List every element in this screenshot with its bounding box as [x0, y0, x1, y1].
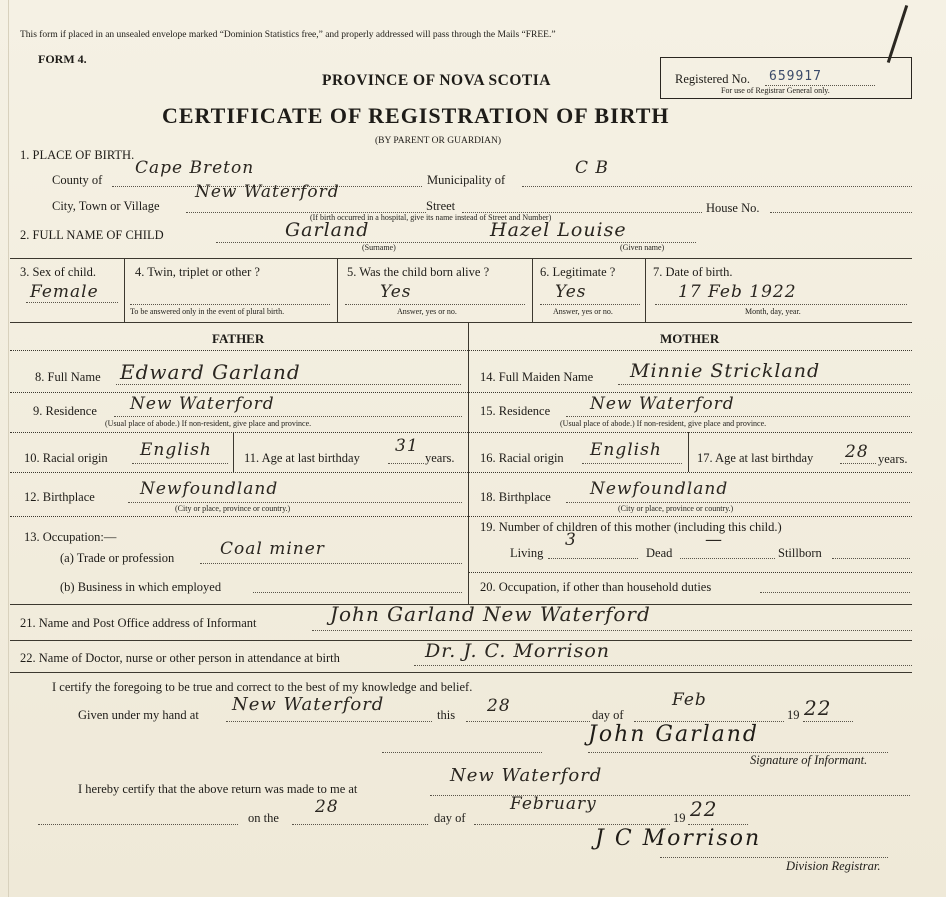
registrar-statement: I hereby certify that the above return was made to me at: [78, 782, 358, 796]
this-label: this: [437, 708, 456, 722]
page-title: CERTIFICATE OF REGISTRATION OF BIRTH: [162, 103, 670, 128]
city-label: City, Town or Village: [52, 199, 160, 213]
child-given-name: Hazel Louise: [490, 219, 627, 241]
municipality-value: C B: [575, 158, 609, 178]
registrar-signature: J C Morrison: [595, 826, 762, 851]
registrar-year-prefix: 19: [673, 811, 686, 825]
registrar-month: February: [510, 794, 597, 814]
informant-value: John Garland New Waterford: [330, 602, 651, 626]
informant-signature: John Garland: [588, 722, 760, 747]
hospital-note: (If birth occurred in a hospital, give its name instead of Street and Number): [310, 213, 552, 222]
day-of-label: day of: [592, 708, 624, 722]
month-value: Feb: [672, 690, 707, 710]
mother-racial-label: 16. Racial origin: [480, 451, 564, 465]
year-prefix: 19: [787, 708, 800, 722]
registrar-place: New Waterford: [450, 765, 603, 786]
mother-age-value: 28: [845, 442, 869, 462]
father-age-label: 11. Age at last birthday: [244, 451, 360, 465]
alive-note: Answer, yes or no.: [397, 307, 457, 316]
mother-birthplace-note: (City or place, province or country.): [618, 504, 734, 513]
form-number: FORM 4.: [38, 52, 87, 66]
dead-value: —: [705, 530, 723, 550]
father-birthplace-value: Newfoundland: [140, 479, 279, 499]
father-residence-label: 9. Residence: [33, 404, 97, 418]
child-name-label: 2. FULL NAME OF CHILD: [20, 228, 164, 242]
mother-birthplace-value: Newfoundland: [590, 479, 729, 499]
registered-number: 659917: [769, 69, 822, 84]
legitimate-note: Answer, yes or no.: [553, 307, 613, 316]
alive-label: 5. Was the child born alive ?: [347, 265, 490, 279]
father-years-label: years.: [425, 451, 455, 465]
legitimate-value: Yes: [555, 282, 587, 302]
father-name-value: Edward Garland: [120, 360, 301, 384]
father-name-label: 8. Full Name: [35, 370, 101, 384]
alive-value: Yes: [380, 282, 412, 302]
father-residence-value: New Waterford: [130, 394, 275, 414]
mother-occupation-label: 20. Occupation, if other than household duties: [480, 580, 712, 594]
father-residence-note: (Usual place of abode.) If non-resident, give place and province.: [105, 419, 312, 428]
province-heading: PROVINCE OF NOVA SCOTIA: [322, 72, 551, 89]
father-birthplace-note: (City or place, province or country.): [175, 504, 291, 513]
given-label: Given under my hand at: [78, 708, 199, 722]
sex-label: 3. Sex of child.: [20, 265, 97, 279]
municipality-label: Municipality of: [427, 173, 506, 187]
mother-children-label: 19. Number of children of this mother (including this child.): [480, 520, 782, 534]
father-birthplace-label: 12. Birthplace: [24, 490, 95, 504]
given-place: New Waterford: [232, 694, 385, 715]
certify-statement: I certify the foregoing to be true and correct to the best of my knowledge and belief.: [52, 680, 473, 694]
registered-label: Registered No.: [675, 72, 750, 86]
twin-note: To be answered only in the event of plural birth.: [130, 307, 285, 316]
mother-age-label: 17. Age at last birthday: [697, 451, 814, 465]
doctor-value: Dr. J. C. Morrison: [425, 640, 611, 662]
county-value: Cape Breton: [135, 158, 255, 178]
informant-label: 21. Name and Post Office address of Informant: [20, 616, 257, 630]
mother-name-value: Minnie Strickland: [630, 360, 821, 382]
county-label: County of: [52, 173, 103, 187]
father-racial-value: English: [140, 440, 212, 460]
father-age-value: 31: [395, 436, 419, 456]
father-trade-value: Coal miner: [220, 539, 325, 559]
given-caption: (Given name): [620, 243, 665, 252]
mother-racial-value: English: [590, 440, 662, 460]
living-label: Living: [510, 546, 544, 560]
house-label: House No.: [706, 201, 760, 215]
mother-years-label: years.: [878, 452, 908, 466]
registered-note: For use of Registrar General only.: [721, 86, 830, 95]
child-surname: Garland: [285, 219, 370, 241]
doctor-label: 22. Name of Doctor, nurse or other person in attendance at birth: [20, 651, 340, 665]
father-occupation-label: 13. Occupation:—: [24, 530, 117, 544]
street-label: Street: [426, 199, 456, 213]
sex-value: Female: [30, 282, 99, 302]
registrar-year-suffix: 22: [690, 797, 718, 821]
city-value: New Waterford: [195, 182, 340, 202]
registrar-day-of-label: day of: [434, 811, 466, 825]
pen-stroke: [887, 5, 908, 63]
father-business-label: (b) Business in which employed: [60, 580, 222, 594]
mother-residence-note: (Usual place of abode.) If non-resident, give place and province.: [560, 419, 767, 428]
registrar-caption: Division Registrar.: [786, 859, 881, 873]
registrar-day: 28: [315, 797, 339, 817]
dob-value: 17 Feb 1922: [678, 282, 797, 302]
on-the-label: on the: [248, 811, 279, 825]
dob-note: Month, day, year.: [745, 307, 801, 316]
surname-caption: (Surname): [362, 243, 396, 252]
stillborn-label: Stillborn: [778, 546, 822, 560]
mother-heading: MOTHER: [660, 331, 720, 346]
father-racial-label: 10. Racial origin: [24, 451, 108, 465]
mother-birthplace-label: 18. Birthplace: [480, 490, 551, 504]
twin-label: 4. Twin, triplet or other ?: [135, 265, 260, 279]
postal-note: This form if placed in an unsealed envelope marked “Dominion Statistics free,” and properly addressed will pass through the Mails “FREE.”: [20, 30, 556, 40]
dead-label: Dead: [646, 546, 673, 560]
page-subtitle: (BY PARENT OR GUARDIAN): [375, 136, 502, 146]
registration-box: [660, 57, 912, 99]
place-of-birth-label: 1. PLACE OF BIRTH.: [20, 148, 135, 162]
mother-residence-value: New Waterford: [590, 394, 735, 414]
father-trade-label: (a) Trade or profession: [60, 551, 175, 565]
mother-residence-label: 15. Residence: [480, 404, 551, 418]
living-value: 3: [565, 530, 577, 550]
dob-label: 7. Date of birth.: [653, 265, 733, 279]
father-heading: FATHER: [212, 331, 265, 346]
informant-caption: Signature of Informant.: [750, 753, 868, 767]
legitimate-label: 6. Legitimate ?: [540, 265, 616, 279]
this-day: 28: [487, 696, 511, 716]
year-suffix: 22: [804, 696, 832, 720]
mother-name-label: 14. Full Maiden Name: [480, 370, 594, 384]
